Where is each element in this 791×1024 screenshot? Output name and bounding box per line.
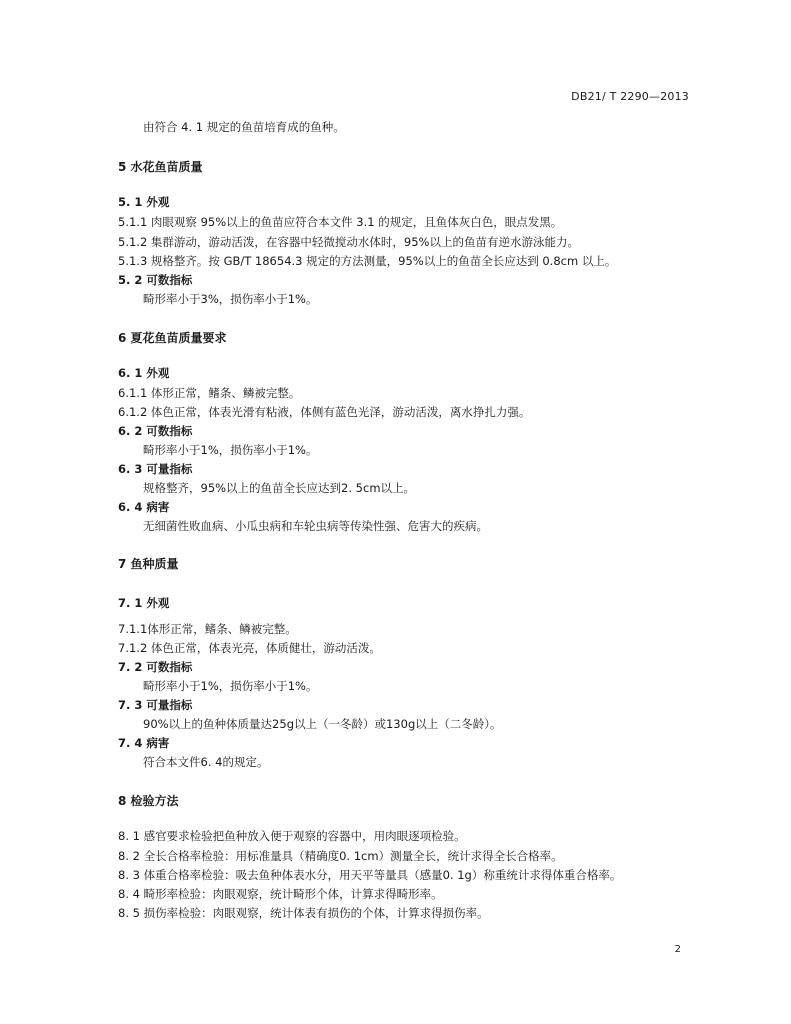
intro-text: 由符合 4. 1 规定的鱼苗培育成的鱼种。 bbox=[143, 120, 345, 134]
clause-8-1: 8. 1 感官要求检验把鱼种放入便于观察的容器中，用肉眼逐项检验。 bbox=[118, 829, 466, 843]
clause-5-1-1: 5.1.1 肉眼观察 95%以上的鱼苗应符合本文件 3.1 的规定，且鱼体灰白色，眼点发黑。 bbox=[118, 215, 563, 229]
section-5-2-heading: 5. 2 可数指标 bbox=[118, 273, 193, 287]
clause-8-5: 8. 5 损伤率检验：肉眼观察，统计体表有损伤的个体，计算求得损伤率。 bbox=[118, 906, 489, 920]
section-6-2-heading: 6. 2 可数指标 bbox=[118, 424, 193, 438]
clause-7-1-1: 7.1.1体形正常，鳍条、鳞被完整。 bbox=[118, 622, 297, 636]
section-6-heading: 6 夏花鱼苗质量要求 bbox=[118, 331, 227, 345]
section-6-4-heading: 6. 4 病害 bbox=[118, 500, 170, 514]
page-number: 2 bbox=[674, 944, 681, 955]
section-6-1-heading: 6. 1 外观 bbox=[118, 366, 170, 380]
section-7-4-heading: 7. 4 病害 bbox=[118, 736, 170, 750]
standard-code: DB21/ T 2290—2013 bbox=[571, 90, 689, 103]
section-7-1-heading: 7. 1 外观 bbox=[118, 596, 170, 610]
clause-6-1-1: 6.1.1 体形正常，鳍条、鳞被完整。 bbox=[118, 386, 301, 400]
clause-5-2-text: 畸形率小于3%，损伤率小于1%。 bbox=[143, 292, 318, 306]
clause-6-3-text: 规格整齐，95%以上的鱼苗全长应达到2. 5cm以上。 bbox=[143, 481, 416, 495]
clause-6-4-text: 无细菌性败血病、小瓜虫病和车轮虫病等传染性强、危害大的疾病。 bbox=[143, 519, 488, 533]
clause-7-4-text: 符合本文件6. 4的规定。 bbox=[143, 755, 269, 769]
section-5-heading: 5 水花鱼苗质量 bbox=[118, 160, 203, 174]
clause-8-3: 8. 3 体重合格率检验：吸去鱼种体表水分，用天平等量具（感量0. 1g）称重统计求得体重合格率。 bbox=[118, 868, 622, 882]
clause-7-1-2: 7.1.2 体色正常，体表光亮，体质健壮，游动活泼。 bbox=[118, 641, 381, 655]
section-7-2-heading: 7. 2 可数指标 bbox=[118, 660, 193, 674]
clause-8-4: 8. 4 畸形率检验：肉眼观察，统计畸形个体，计算求得畸形率。 bbox=[118, 887, 443, 901]
clause-5-1-2: 5.1.2 集群游动，游动活泼，在容器中轻微搅动水体时，95%以上的鱼苗有逆水游泳能力。 bbox=[118, 235, 579, 249]
section-6-3-heading: 6. 3 可量指标 bbox=[118, 462, 193, 476]
clause-7-2-text: 畸形率小于1%，损伤率小于1%。 bbox=[143, 679, 318, 693]
section-5-1-heading: 5. 1 外观 bbox=[118, 195, 170, 209]
section-7-heading: 7 鱼种质量 bbox=[118, 557, 179, 571]
clause-6-2-text: 畸形率小于1%，损伤率小于1%。 bbox=[143, 443, 318, 457]
clause-7-3-text: 90%以上的鱼种体质量达25g以上（一冬龄）或130g以上（二冬龄）。 bbox=[143, 717, 502, 731]
clause-6-1-2: 6.1.2 体色正常，体表光滑有粘液，体侧有蓝色光泽，游动活泼，离水挣扎力强。 bbox=[118, 405, 531, 419]
section-7-3-heading: 7. 3 可量指标 bbox=[118, 698, 193, 712]
clause-8-2: 8. 2 全长合格率检验：用标准量具（精确度0. 1cm）测量全长，统计求得全长合格率。 bbox=[118, 849, 563, 863]
clause-5-1-3: 5.1.3 规格整齐。按 GB/T 18654.3 规定的方法测量，95%以上的鱼苗全长应达到 0.8cm 以上。 bbox=[118, 254, 617, 268]
section-8-heading: 8 检验方法 bbox=[118, 794, 179, 808]
